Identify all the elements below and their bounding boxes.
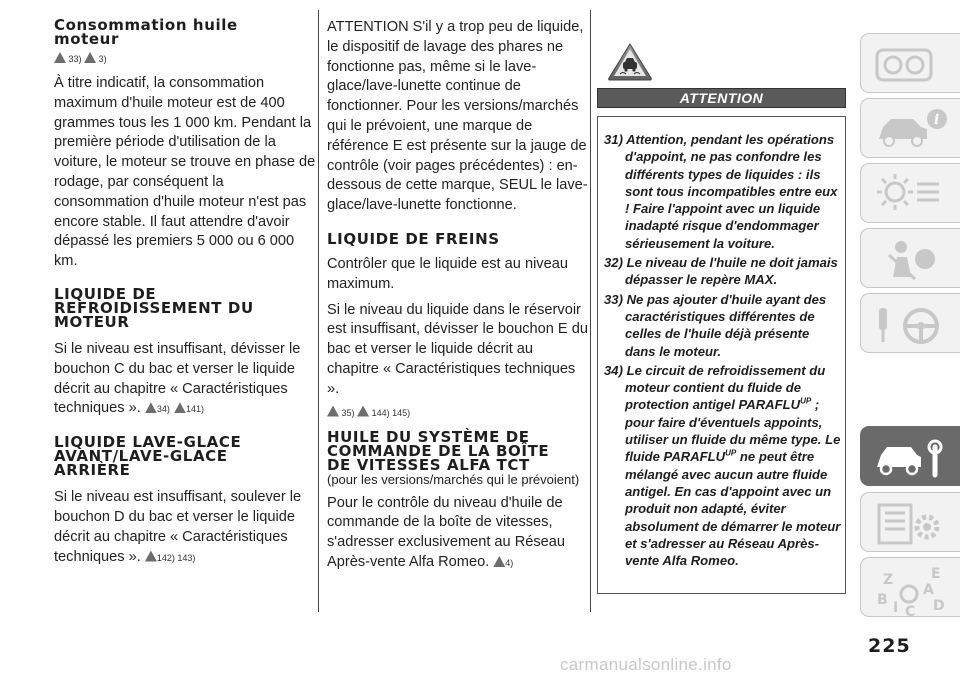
warning-triangle-icon xyxy=(493,556,505,567)
tab-starting-driving[interactable] xyxy=(860,293,960,353)
index-letters-icon xyxy=(871,564,951,620)
svg-text:Z: Z xyxy=(883,572,894,588)
warning-triangle-icon xyxy=(357,406,369,417)
heading-washer-fluid: LIQUIDE LAVE-GLACE AVANT/LAVE-GLACE ARRIÈRE xyxy=(54,433,242,480)
specs-gear-icon xyxy=(871,499,951,547)
tct-paragraph: Pour le contrôle du niveau d'huile de commande de la boîte de vitesses, s'adresser exclusivement au Réseau Après-vente Alfa Romeo. 4) xyxy=(327,494,566,570)
heading-coolant: LIQUIDE DE REFROIDISSEMENT DU MOTEUR xyxy=(54,284,254,331)
note-32: 32) Le niveau de l'huile ne doit jamais dépasser le repère MAX. xyxy=(604,255,838,288)
brake-fluid-paragraph-2: Si le niveau du liquide dans le réservoir est insuffisant, dévisser le bouchon E du bac et verser le liquide décrit au chapitre « Caractéristiques techniques ». xyxy=(327,301,588,397)
car-info-icon xyxy=(871,105,951,153)
brake-fluid-paragraph-1: Contrôler que le liquide est au niveau maximum. xyxy=(327,255,568,292)
coolant-paragraph: Si le niveau est insuffisant, dévisser le bouchon C du bac et verser le liquide décrit au chapitre « Caractéristiques techniques ». 34) 141) xyxy=(54,340,301,417)
column-divider xyxy=(590,10,591,612)
svg-text:E: E xyxy=(931,566,941,582)
tab-car-info[interactable] xyxy=(860,98,960,158)
note-34: 34) Le circuit de refroidissement du moteur contient du fluide de protection antigel $PARAFLU^{UP}$ ; pour faire d'éventuels appoints, utiliser un fluide du même type. Le fluide $PARAFLU^{UP}$ ne peut être mélangé avec aucun autre fluide antigel. En cas d'appoint avec un produit non adapté, éviter absolument de démarrer le moteur et s'adresser au Réseau Après-vente Alfa Romeo. xyxy=(604,362,841,569)
column-divider xyxy=(318,10,319,612)
tab-specifications[interactable] xyxy=(860,492,960,552)
warning-lights-icon xyxy=(871,170,951,218)
note-33: 33) Ne pas ajouter d'huile ayant des caractéristiques différentes de celles de l'huile déjà présente dans le moteur. xyxy=(604,291,827,359)
tab-warning-lights[interactable] xyxy=(860,163,960,223)
washer-fluid-paragraph: Si le niveau est insuffisant, soulever le bouchon D du bac et verser le liquide décrit au chapitre « Caractéristiques techniques ». 142) 143) xyxy=(54,489,302,565)
note-31: 31) Attention, pendant les opérations d'appoint, ne pas confondre les différents types de liquides : ils sont tous incompatibles entre eux ! Faire l'appoint avec un liquide inadapté risque d'endommager sérieusement la voiture. xyxy=(604,132,838,251)
car-dashboard-icon xyxy=(871,40,951,88)
attention-box xyxy=(597,116,846,594)
svg-text:C: C xyxy=(905,604,916,620)
page-number: 225 xyxy=(868,635,911,657)
warning-triangle-icon xyxy=(145,551,157,562)
svg-text:I: I xyxy=(893,600,899,616)
airbag-icon xyxy=(871,235,951,283)
key-steering-icon xyxy=(871,300,951,348)
tab-safety[interactable] xyxy=(860,228,960,288)
warning-road-sign-icon xyxy=(607,42,653,82)
svg-text:A: A xyxy=(923,582,934,598)
warning-triangle-icon xyxy=(54,52,66,63)
heading-tct-oil: HUILE DU SYSTÈME DE COMMANDE DE LA BOÎTE DE VITESSES ALFA TCT xyxy=(327,427,550,474)
attention-title: ATTENTION xyxy=(597,88,846,108)
warning-triangle-icon xyxy=(145,402,157,413)
heading-engine-oil: Consommation huile moteur xyxy=(54,16,238,48)
attention-washer-paragraph: ATTENTION S'il y a trop peu de liquide, le dispositif de lavage des phares ne fonctionne pas, même si le lave-glace/lave-lunette continue de fonctionner. Pour les versions/marchés qui le prévoient, une marque de référence E est présente sur la jauge de contrôle (voir pages précédentes) : en-dessous de cette marque, SEUL le lave-glace/lave-lunette fonctionne. xyxy=(327,19,588,214)
footer-watermark: carmanualsonline.info xyxy=(560,655,732,674)
engine-oil-paragraph: À titre indicatif, la consommation maximum d'huile moteur est de 400 grammes tous les 1 000 km. Pendant la première période d'utilisation de la voiture, le moteur se trouve en phase de rodage, par conséquent la consommation d'huile moteur n'est pas encore stable. Il faut attendre d'avoir dépassé les premiers 5 000 ou 6 000 km. xyxy=(54,75,316,270)
heading-brake-fluid: LIQUIDE DE FREINS xyxy=(327,229,500,248)
svg-text:i: i xyxy=(934,112,940,128)
svg-text:D: D xyxy=(933,598,945,614)
car-wrench-icon xyxy=(871,433,951,481)
tab-index[interactable] xyxy=(860,557,960,620)
middle-column xyxy=(327,18,589,574)
reference-line: 33) 3) xyxy=(54,52,316,66)
left-column xyxy=(54,18,316,568)
warning-triangle-icon xyxy=(327,406,339,417)
tab-maintenance[interactable] xyxy=(860,426,960,486)
tct-subtitle: (pour les versions/marchés qui le prévoient) xyxy=(327,471,580,487)
warning-triangle-icon xyxy=(174,402,186,413)
tab-dashboard[interactable] xyxy=(860,33,960,93)
svg-text:B: B xyxy=(877,592,888,608)
warning-triangle-icon xyxy=(84,52,96,63)
reference-line: 35) 144) 145) xyxy=(327,406,589,420)
